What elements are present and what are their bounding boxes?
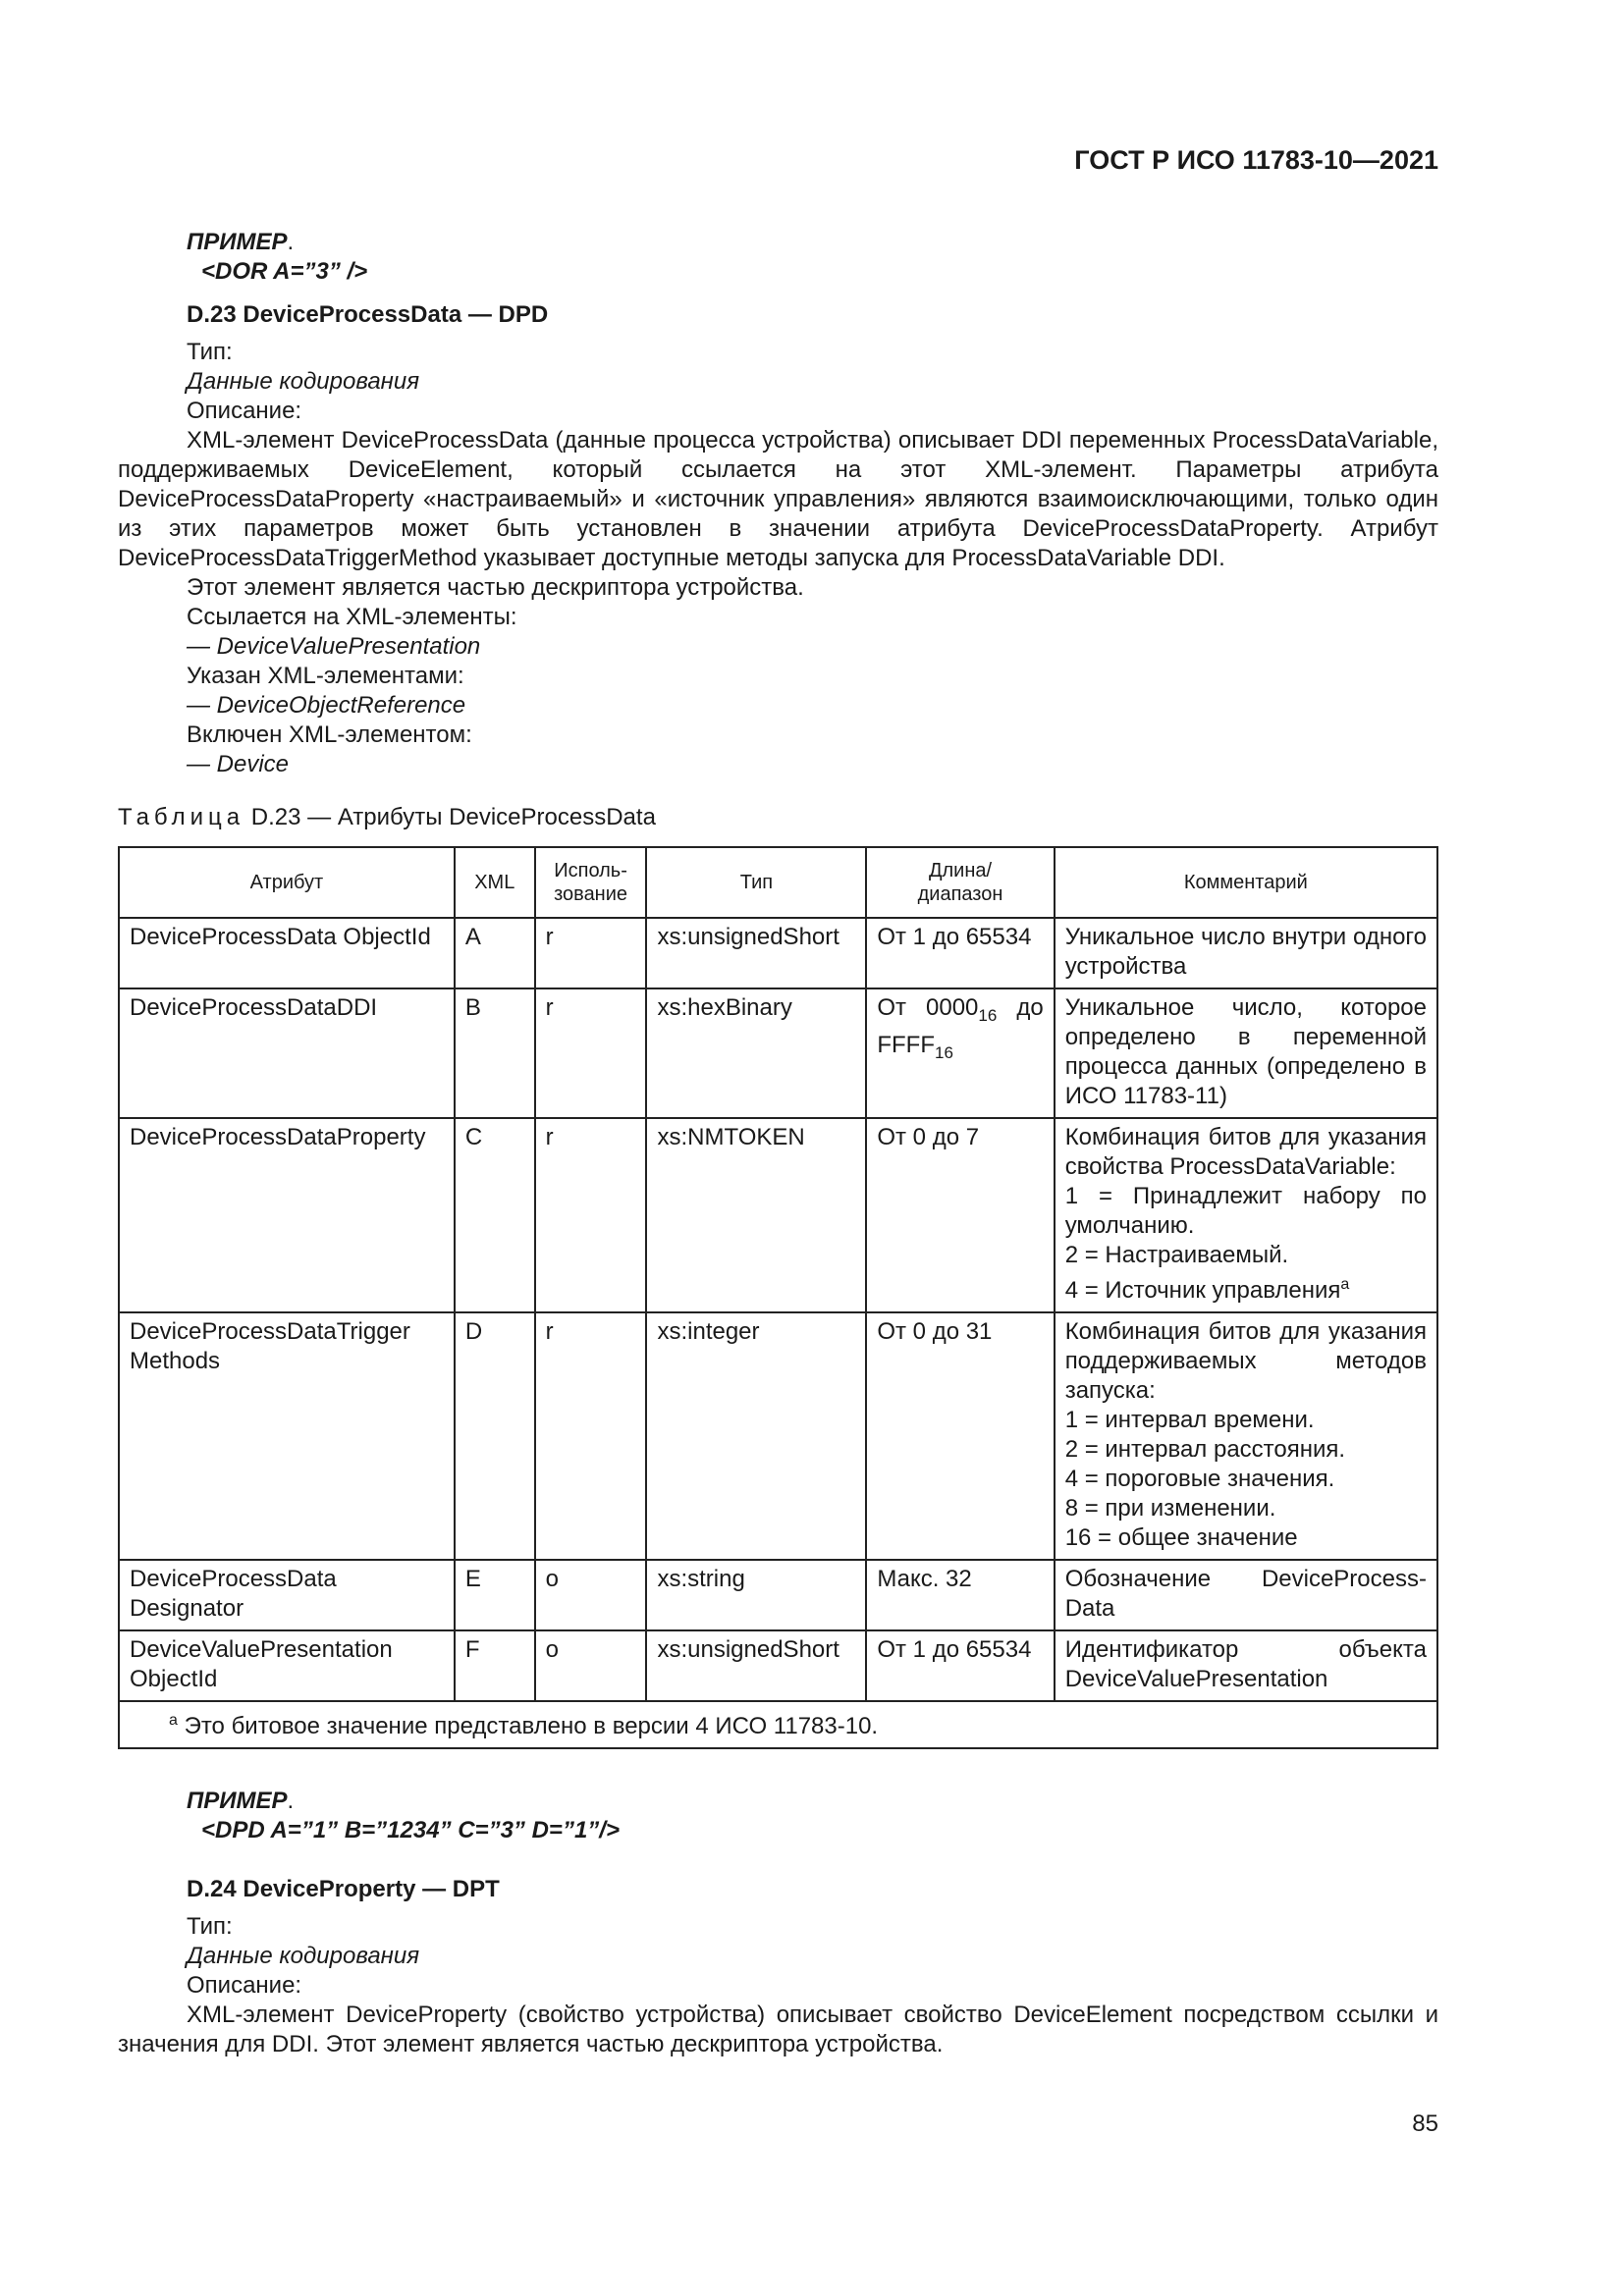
header-usage: Исполь- зование <box>535 847 647 918</box>
table-footnote-row <box>119 1701 1437 1748</box>
section-title: D.23 DeviceProcessData — DPD <box>187 301 549 328</box>
table-footnote: $^a$ Это битовое значение представлено в версии 4 ИСО 11783-10. <box>119 1701 1437 1748</box>
table-row <box>119 988 1437 1118</box>
cell-usage: r <box>535 1118 647 1312</box>
cell-range: От 0 до 31 <box>866 1312 1054 1560</box>
cell-usage: r <box>535 918 647 988</box>
cell-attribute: DeviceValuePresentation ObjectId <box>119 1630 455 1701</box>
cell-range: От 1 до 65534 <box>866 918 1054 988</box>
cell-range: От 0 до 7 <box>866 1118 1054 1312</box>
table-row <box>119 1118 1437 1312</box>
cell-usage: o <box>535 1630 647 1701</box>
header-attribute: Атрибут <box>119 847 455 918</box>
description-label: Описание: <box>187 398 302 424</box>
page-number: 85 <box>1412 2110 1438 2137</box>
type-label: Тип: <box>187 1913 233 1940</box>
header-comment: Комментарий <box>1055 847 1437 918</box>
example-label: ПРИМЕР <box>187 229 288 255</box>
section-d23 <box>118 300 1438 779</box>
cell-xml: C <box>455 1118 535 1312</box>
included-in-item: — Device <box>187 751 290 777</box>
example-code: <DOR A=”3” /> <box>201 258 368 285</box>
cell-comment: Комбинация битов для указания поддерживаемых методов запуска: 1 = интервал времени. 2 = интервал расстояния. 4 = пороговые значения. 8 = при изменении. 16 = общее значение <box>1055 1312 1437 1560</box>
table-caption-word: Таблица <box>118 804 245 830</box>
type-value: Данные кодирования <box>187 1943 420 1969</box>
cell-comment: Идентификатор объекта DeviceValuePresentation <box>1055 1630 1437 1701</box>
cell-comment: Комбинация битов для указания свойства ProcessDataVariable: 1 = Принадлежит набору по умолчанию. 2 = Настраиваемый. 4 = Источник управления$^a$ <box>1055 1118 1437 1312</box>
header-xml: XML <box>455 847 535 918</box>
table-row <box>119 918 1437 988</box>
cell-type: xs:NMTOKEN <box>646 1118 866 1312</box>
table-header-row <box>119 847 1437 918</box>
cell-attribute: DeviceProcessDataTrigger Methods <box>119 1312 455 1560</box>
document-header: ГОСТ Р ИСО 11783-10—2021 <box>1074 145 1438 175</box>
cell-comment: Уникальное число внутри одного устройства <box>1055 918 1437 988</box>
cell-type: xs:string <box>646 1560 866 1630</box>
references-item: — DeviceValuePresentation <box>187 633 481 660</box>
cell-type: xs:hexBinary <box>646 988 866 1118</box>
cell-attribute: DeviceProcessDataDDI <box>119 988 455 1118</box>
cell-attribute: DeviceProcessDataProperty <box>119 1118 455 1312</box>
cell-type: xs:unsignedShort <box>646 918 866 988</box>
document-page <box>118 0 1438 2296</box>
example-1: ПРИМЕР. <DOR A=”3” /> <box>118 228 1438 287</box>
table-row <box>119 1312 1437 1560</box>
table-caption <box>118 803 1438 832</box>
cell-usage: r <box>535 988 647 1118</box>
cell-attribute: DeviceProcessData Designator <box>119 1560 455 1630</box>
attributes-table <box>118 846 1438 1749</box>
cell-type: xs:integer <box>646 1312 866 1560</box>
cell-xml: E <box>455 1560 535 1630</box>
cell-xml: F <box>455 1630 535 1701</box>
cell-usage: r <box>535 1312 647 1560</box>
section-title: D.24 DeviceProperty — DPT <box>187 1876 500 1902</box>
description-paragraph: XML-элемент DeviceProcessData (данные процесса устройства) описывает DDI переменных ProcessDataVariable, поддерживаемых DeviceElement, который ссылается на этот XML-элемент. Параметры атрибута DeviceProcessDataProperty «настраиваемый» и «источник управления» являются взаимоисключающими, только один из этих параметров может быть установлен в значении атрибута DeviceProcessDataProperty. Атрибут DeviceProcessDataTriggerMethod указывает доступные методы запуска для ProcessDataVariable DDI. <box>118 427 1438 571</box>
cell-xml: A <box>455 918 535 988</box>
cell-xml: B <box>455 988 535 1118</box>
cell-comment: Обозначение DeviceProcess-Data <box>1055 1560 1437 1630</box>
description-label: Описание: <box>187 1972 302 1999</box>
cell-type: xs:unsignedShort <box>646 1630 866 1701</box>
part-of-text: Этот элемент является частью дескриптора устройства. <box>187 574 804 601</box>
example-2: ПРИМЕР. <DPD A=”1” B=”1234” C=”3” D=”1”/> <box>118 1787 1438 1845</box>
cell-comment: Уникальное число, которое определено в переменной процесса данных (определено в ИСО 11783-11) <box>1055 988 1437 1118</box>
example-label: ПРИМЕР <box>187 1788 288 1814</box>
description-paragraph: XML-элемент DeviceProperty (свойство устройства) описывает свойство DeviceElement посредством ссылки и значения для DDI. Этот элемент является частью дескриптора устройства. <box>118 2002 1438 2057</box>
table-caption-text: D.23 — Атрибуты DeviceProcessData <box>250 804 656 830</box>
type-value: Данные кодирования <box>187 368 420 395</box>
cell-range: От $0000_{16}$ до $FFFF_{16}$ <box>866 988 1054 1118</box>
header-type: Тип <box>646 847 866 918</box>
table-row <box>119 1560 1437 1630</box>
cell-attribute: DeviceProcessData ObjectId <box>119 918 455 988</box>
cell-range: Макс. 32 <box>866 1560 1054 1630</box>
type-label: Тип: <box>187 339 233 365</box>
example-code: <DPD A=”1” B=”1234” C=”3” D=”1”/> <box>201 1817 620 1843</box>
section-d24 <box>118 1875 1438 2059</box>
references-label: Ссылается на XML-элементы: <box>187 604 517 630</box>
cell-range: От 1 до 65534 <box>866 1630 1054 1701</box>
cell-xml: D <box>455 1312 535 1560</box>
included-in-label: Включен XML-элементом: <box>187 721 472 748</box>
header-range: Длина/ диапазон <box>866 847 1054 918</box>
cell-usage: o <box>535 1560 647 1630</box>
table-row <box>119 1630 1437 1701</box>
referenced-by-label: Указан XML-элементами: <box>187 663 464 689</box>
referenced-by-item: — DeviceObjectReference <box>187 692 466 719</box>
